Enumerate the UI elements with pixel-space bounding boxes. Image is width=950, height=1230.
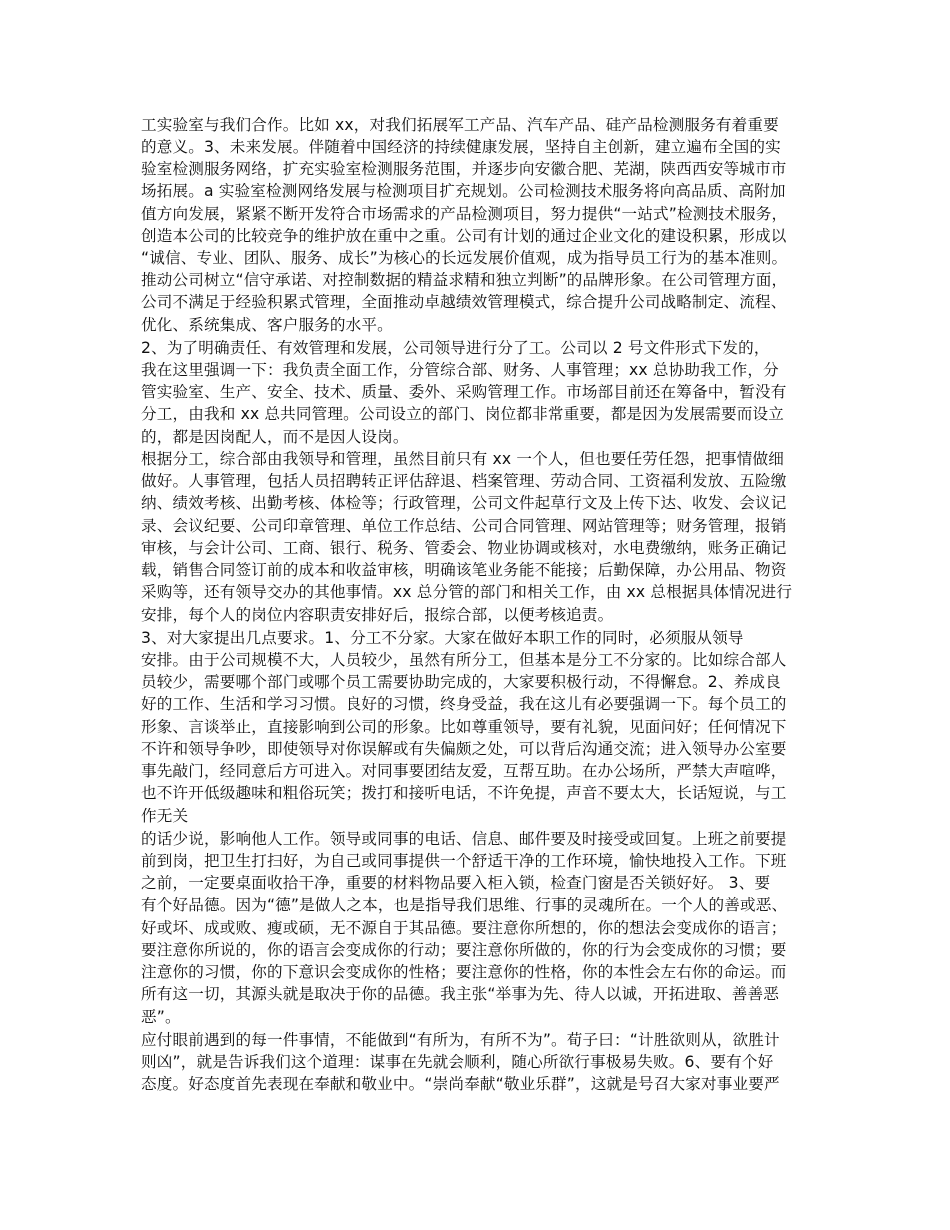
text-line: 验室检测服务网络，扩充实验室检测服务范围，并逐步向安徽合肥、芜湖，陕西西安等城市市 xyxy=(141,160,787,178)
text-line: 纳、绩效考核、出勤考核、体检等；行政管理，公司文件起草行文及上传下达、收发、会议记 xyxy=(141,494,787,512)
text-line: 应付眼前遇到的每一件事情，不能做到“有所为，有所不为”。荀子曰：“计胜欲则从，欲胜计 xyxy=(141,1031,780,1049)
text-line: 工实验室与我们合作。比如 xx，对我们拓展军工产品、汽车产品、硅产品检测服务有着重要 xyxy=(141,116,779,134)
text-line: 2、为了明确责任、有效管理和发展，公司领导进行分了工。公司以 2 号文件形式下发的， xyxy=(141,339,770,357)
text-line: 采购等，还有领导交办的其他事情。xx 总分管的部门和相关工作，由 xx 总根据具体情况进行 xyxy=(141,583,793,601)
text-line: 载，销售合同签订前的成本和收益审核，明确该笔业务能不能接；后勤保障，办公用品、物资 xyxy=(141,561,787,579)
text-line: 值方向发展，紧紧不断开发符合市场需求的产品检测项目，努力提供“一站式”检测技术服务， xyxy=(141,205,788,223)
text-line: 根据分工，综合部由我领导和管理，虽然目前只有 xx 一个人，但也要任劳任怨，把事情做细 xyxy=(141,450,784,468)
text-line: 优化、系统集成、客户服务的水平。 xyxy=(141,316,393,334)
text-line: 所有这一切，其源头就是取决于你的品德。我主张“举事为先、待人以诚，开拓进取、善善恶 xyxy=(141,985,779,1003)
text-line: 之前，一定要桌面收拾干净，重要的材料物品要入柜入锁，检查门窗是否关锁好好。 3、要 xyxy=(141,874,771,892)
text-line: 录、会议纪要、公司印章管理、单位工作总结、公司合同管理、网站管理等；财务管理，报销 xyxy=(141,517,787,535)
text-line: 注意你的习惯，你的下意识会变成你的性格；要注意你的性格，你的本性会左右你的命运。而 xyxy=(141,963,787,981)
text-line: 则凶”，就是告诉我们这个道理：谋事在先就会顺利，随心所欲行事极易失败。6、要有个好 xyxy=(141,1053,774,1071)
text-line: 前到岗，把卫生打扫好，为自己或同事提供一个舒适干净的工作环境，愉快地投入工作。下班 xyxy=(141,852,787,870)
text-line: 好的工作、生活和学习习惯。良好的习惯，终身受益，我在这儿有必要强调一下。每个员工的 xyxy=(141,695,787,713)
text-line: 好或坏、成或败、瘦或硕，无不源自于其品德。要注意你所想的，你的想法会变成你的语言； xyxy=(141,919,787,937)
text-line: 安排。由于公司规模不大，人员较少，虽然有所分工，但基本是分工不分家的。比如综合部人 xyxy=(141,651,787,669)
text-line: “诚信、专业、团队、服务、成长”为核心的长远发展价值观，成为指导员工行为的基本准则。 xyxy=(141,249,788,267)
text-line: 场拓展。a 实验室检测网络发展与检测项目扩充规划。公司检测技术服务将向高品质、高附加 xyxy=(141,182,786,200)
text-line: 创造本公司的比较竞争的维护放在重中之重。公司有计划的通过企业文化的建设积累，形成以 xyxy=(141,227,787,245)
text-line: 管实验室、生产、安全、技术、质量、委外、采购管理工作。市场部目前还在筹备中，暂没有 xyxy=(141,383,787,401)
text-line: 分工，由我和 xx 总共同管理。公司设立的部门、岗位都非常重要，都是因为发展需要而设立 xyxy=(141,405,784,423)
text-line: 3、对大家提出几点要求。1、分工不分家。大家在做好本职工作的同时，必须服从领导 xyxy=(141,629,744,647)
text-line: 的，都是因岗配人，而不是因人设岗。 xyxy=(141,428,409,446)
text-line: 员较少，需要哪个部门或哪个员工需要协助完成的，大家要积极行动，不得懈怠。2、养成良 xyxy=(141,673,781,691)
text-line: 推动公司树立“信守承诺、对控制数据的精益求精和独立判断”的品牌形象。在公司管理方面， xyxy=(141,271,788,289)
text-line: 做好。人事管理，包括人员招聘转正评估辞退、档案管理、劳动合同、工资福利发放、五险缴 xyxy=(141,472,787,490)
text-line: 我在这里强调一下：我负责全面工作，分管综合部、财务、人事管理；xx 总协助我工作，分 xyxy=(141,361,779,379)
text-line: 的意义。3、未来发展。伴随着中国经济的持续健康发展，坚持自主创新，建立遍布全国的实 xyxy=(141,138,781,156)
text-line: 安排，每个人的岗位内容职责安排好后，报综合部，以便考核追责。 xyxy=(141,606,614,624)
text-line: 公司不满足于经验积累式管理，全面推动卓越绩效管理模式，综合提升公司战略制定、流程、 xyxy=(141,293,787,311)
text-line: 态度。好态度首先表现在奉献和敬业中。“崇尚奉献“敬业乐群”，这就是号召大家对事业要严 xyxy=(141,1075,780,1093)
text-line: 作无关 xyxy=(141,807,189,825)
text-line: 要注意你所说的，你的语言会变成你的行动；要注意你所做的，你的行为会变成你的习惯；要 xyxy=(141,941,787,959)
text-line: 形象、言谈举止，直接影响到公司的形象。比如尊重领导，要有礼貌，见面问好；任何情况下 xyxy=(141,718,787,736)
text-line: 审核，与会计公司、工商、银行、税务、管委会、物业协调或核对，水电费缴纳，账务正确记 xyxy=(141,539,787,557)
text-line: 恶”。 xyxy=(141,1008,181,1026)
text-line: 有个好品德。因为“德”是做人之本，也是指导我们思维、行事的灵魂所在。一个人的善或恶、 xyxy=(141,896,788,914)
text-line: 的话少说，影响他人工作。领导或同事的电话、信息、邮件要及时接受或回复。上班之前要提 xyxy=(141,830,787,848)
text-line: 也不许开低级趣味和粗俗玩笑；拨打和接听电话，不许免提，声音不要太大，长话短说，与工 xyxy=(141,784,787,802)
text-line: 不许和领导争吵，即使领导对你误解或有失偏颇之处，可以背后沟通交流；进入领导办公室要 xyxy=(141,740,787,758)
text-line: 事先敲门，经同意后方可进入。对同事要团结友爱，互帮互助。在办公场所，严禁大声喧哗， xyxy=(141,762,787,780)
